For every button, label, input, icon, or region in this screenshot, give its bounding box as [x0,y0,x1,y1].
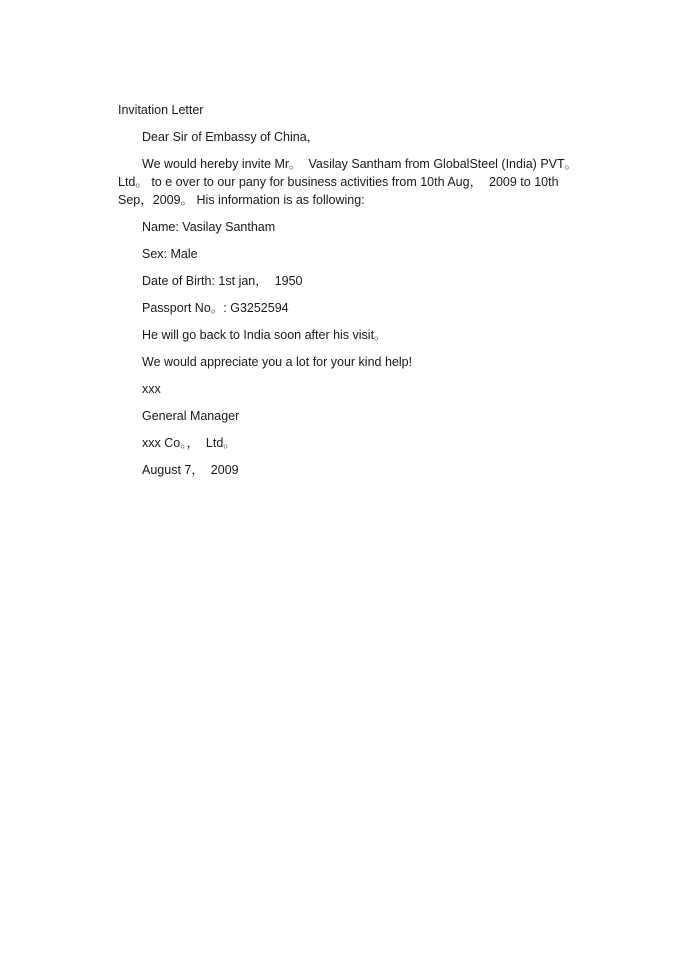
passport-line: Passport No。: G3252594 [142,301,289,315]
signature-company: xxx Co。， Ltd。 [142,436,236,450]
salutation: Dear Sir of Embassy of China， [142,130,320,144]
letter-date: August 7， 2009 [142,463,239,477]
date-of-birth-line: Date of Birth: 1st jan， 1950 [142,274,303,288]
signature-name: xxx [142,382,161,396]
return-line: He will go back to India soon after his visit。 [142,328,387,342]
name-line: Name: Vasilay Santham [142,220,276,234]
sex-line: Sex: Male [142,247,198,261]
thanks-line: We would appreciate you a lot for your kind help! [142,355,413,369]
signature-title: General Manager [142,409,240,423]
letter-body [118,101,588,488]
body-paragraph: We would hereby invite Mr。 Vasilay Santham from GlobalSteel (India) PVT。 Ltd。 to e over to our pany for business activities from 10th Aug， 2009 to 10th Sep，2009。 His information is as following: [118,157,581,207]
letter-title: Invitation Letter [118,103,204,117]
